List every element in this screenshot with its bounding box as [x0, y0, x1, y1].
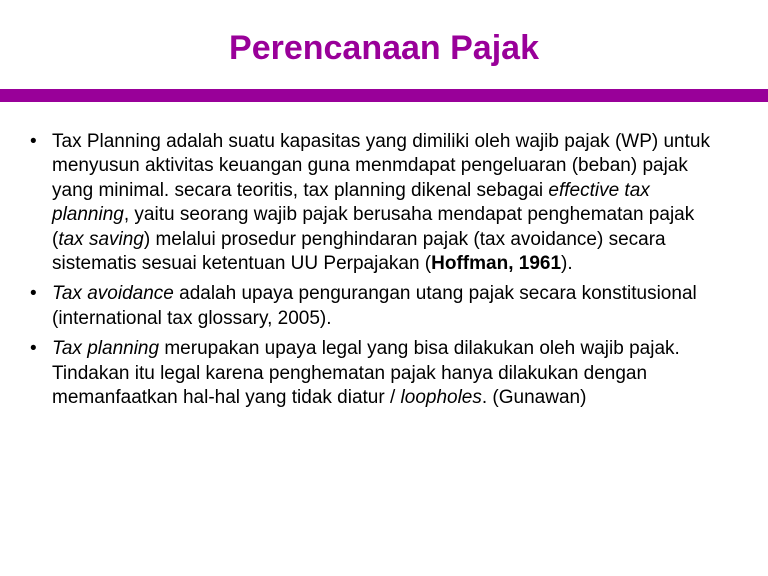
title-divider-bar — [0, 89, 768, 102]
bullet-text — [52, 130, 730, 276]
citation-bold: Hoffman, 1961 — [431, 253, 562, 275]
bullet-marker: • — [30, 338, 37, 360]
text-segment: Tax Planning adalah suatu kapasitas yang dimiliki oleh wajib pajak (WP) untuk menyusun aktivitas keuangan guna menmdapat pengeluaran (beban) pajak yang minimal. secara teoritis, tax planning dikenal sebagai — [52, 131, 710, 201]
text-segment: ). — [561, 253, 573, 275]
italic-term: Tax avoidance — [52, 283, 174, 305]
bullet-item-tax-avoidance — [30, 282, 730, 331]
bullet-item-tax-planning-legal — [30, 337, 730, 410]
bullet-text — [52, 282, 730, 331]
bullet-list — [30, 130, 730, 416]
italic-term: Tax planning — [52, 338, 160, 360]
bullet-marker: • — [30, 131, 37, 152]
text-segment: , yaitu seorang wajib pajak berusaha mendapat penghematan pajak ( — [52, 204, 695, 250]
text-segment: ) melalui prosedur penghindaran pajak (tax avoidance) secara sistematis sesuai ketentuan UU Perpajakan ( — [52, 228, 666, 275]
text-segment: . (Gunawan) — [481, 387, 587, 409]
text-segment: adalah upaya pengurangan utang pajak secara konstitusional (international tax glossary, 2005). — [52, 283, 697, 329]
italic-term: tax saving — [58, 228, 144, 250]
italic-term: effective tax planning — [52, 179, 650, 226]
text-segment: merupakan upaya legal yang bisa dilakukan oleh wajib pajak. Tindakan itu legal karena penghematan pajak hanya dilakukan dengan memanfaatkan hal-hal yang tidak diatur / — [52, 338, 680, 409]
bullet-marker: • — [30, 283, 37, 305]
bullet-item-tax-planning-definition — [30, 130, 730, 276]
slide-title: Perencanaan Pajak — [229, 29, 539, 67]
bullet-text — [52, 337, 730, 410]
italic-term: loopholes — [400, 387, 482, 409]
